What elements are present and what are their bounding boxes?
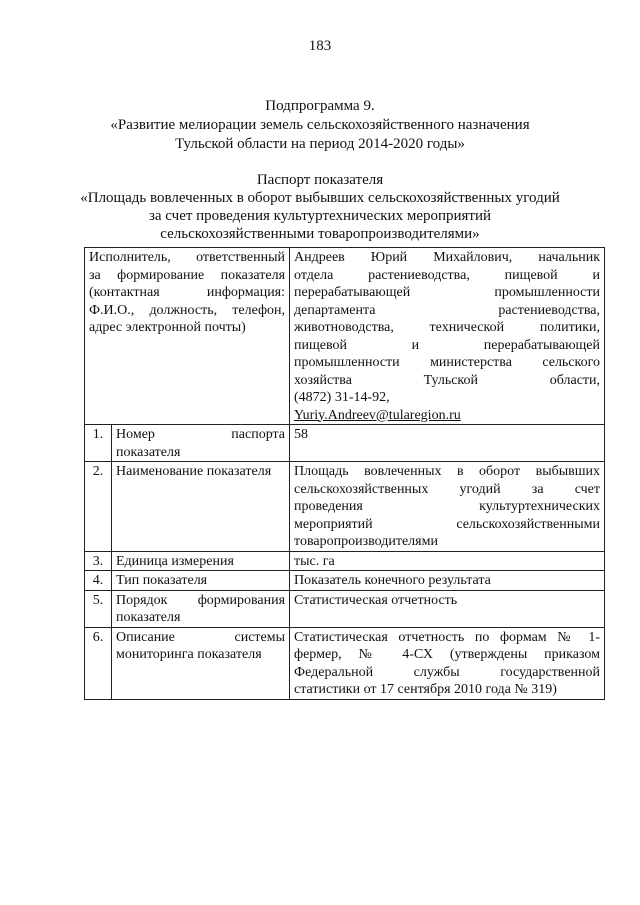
row-number: 4. — [85, 571, 112, 591]
row-value-line: проведения культуртехнических — [294, 499, 601, 514]
row-label-line: мониторинга показателя — [116, 647, 262, 662]
table-row-executor — [85, 248, 605, 425]
executor-value-line: перерабатывающей промышленности — [294, 285, 601, 300]
row-label-cell — [112, 627, 290, 699]
row-value-line: фермер, № 4-СХ (утверждены приказом — [294, 647, 601, 662]
row-label-cell — [112, 425, 290, 462]
row-label-line: Единица измерения — [116, 553, 234, 569]
row-label-line: показателя — [116, 610, 181, 625]
row-value-cell — [290, 590, 605, 627]
row-number: 1. — [85, 425, 112, 462]
row-value-line: Федеральной службы государственной — [294, 664, 601, 680]
row-value-line: мероприятий сельскохозяйственными — [294, 516, 601, 532]
row-number: 5. — [85, 590, 112, 627]
executor-label-line: адрес электронной почты) — [89, 320, 246, 335]
passport-name-line: «Площадь вовлеченных в оборот выбывших сельскохозяйственных угодий — [80, 190, 560, 206]
subprogram-name-line: «Развитие мелиорации земель сельскохозяйственного назначения — [110, 117, 530, 133]
row-label-line: Номер паспорта — [116, 427, 286, 442]
executor-label-line: Исполнитель, ответственный — [89, 250, 286, 265]
table-row — [85, 551, 605, 571]
executor-value-line: пищевой и перерабатывающей — [294, 337, 601, 353]
subprogram-title: Подпрограмма 9. — [265, 98, 375, 114]
row-label-cell — [112, 571, 290, 591]
row-label-cell — [112, 590, 290, 627]
row-label-line: Наименование показателя — [116, 464, 272, 479]
table-row — [85, 571, 605, 591]
executor-email-link[interactable]: Yuriy.Andreev@tularegion.ru — [294, 407, 461, 423]
row-value-cell — [290, 551, 605, 571]
row-number: 6. — [85, 627, 112, 699]
passport-name-line: сельскохозяйственными товаропроизводителями» — [160, 226, 480, 242]
passport-table — [84, 247, 605, 700]
executor-value-line: хозяйства Тульской области, — [294, 372, 601, 388]
row-value-line: 58 — [294, 427, 309, 442]
executor-label-line: (контактная информация: — [89, 285, 286, 300]
row-value-line: товаропроизводителями — [294, 534, 438, 549]
table-row — [85, 462, 605, 552]
executor-value-line: Андреев Юрий Михайлович, начальник — [294, 250, 601, 265]
passport-heading — [60, 171, 580, 243]
executor-label-line: Ф.И.О., должность, телефон, — [89, 302, 286, 318]
page-number: 183 — [308, 38, 332, 54]
row-label-line: Тип показателя — [116, 573, 208, 588]
row-value-cell — [290, 571, 605, 591]
row-value-line: Показатель конечного результата — [294, 573, 491, 588]
row-value-line: сельскохозяйственных угодий за счет — [294, 481, 601, 497]
row-number: 2. — [85, 462, 112, 552]
row-value-line: Статистическая отчетность — [294, 592, 458, 608]
row-value-cell — [290, 425, 605, 462]
row-value-line: тыс. га — [294, 553, 335, 569]
passport-name-line: за счет проведения культуртехнических мероприятий — [148, 208, 492, 224]
row-label-line: Порядок формирования — [116, 592, 286, 608]
row-value-line: Статистическая отчетность по формам № 1- — [294, 629, 601, 645]
row-value-line: Площадь вовлеченных в оборот выбывших — [294, 464, 601, 479]
table-row — [85, 627, 605, 699]
row-label-line: Описание системы — [116, 629, 286, 645]
table-row — [85, 425, 605, 462]
row-number: 3. — [85, 551, 112, 571]
executor-value-line: (4872) 31-14-92, — [294, 390, 390, 405]
row-label-cell — [112, 462, 290, 552]
passport-title: Паспорт показателя — [256, 172, 384, 188]
subprogram-name-line: Тульской области на период 2014-2020 годы» — [175, 136, 465, 152]
executor-value-cell — [290, 248, 605, 425]
row-value-cell — [290, 627, 605, 699]
subprogram-heading — [60, 97, 580, 154]
row-label-cell — [112, 551, 290, 571]
table-row — [85, 590, 605, 627]
executor-value-line: департамента растениеводства, — [294, 302, 601, 318]
executor-value-line: промышленности министерства сельского — [294, 355, 601, 370]
row-label-line: показателя — [116, 444, 181, 460]
row-value-cell — [290, 462, 605, 552]
executor-value-line: животноводства, технической политики, — [294, 320, 601, 335]
executor-label-cell — [85, 248, 290, 425]
executor-value-line: отдела растениеводства, пищевой и — [294, 267, 601, 283]
executor-label-line: за формирование показателя — [89, 267, 286, 283]
row-value-line: статистики от 17 сентября 2010 года № 319) — [294, 682, 557, 697]
